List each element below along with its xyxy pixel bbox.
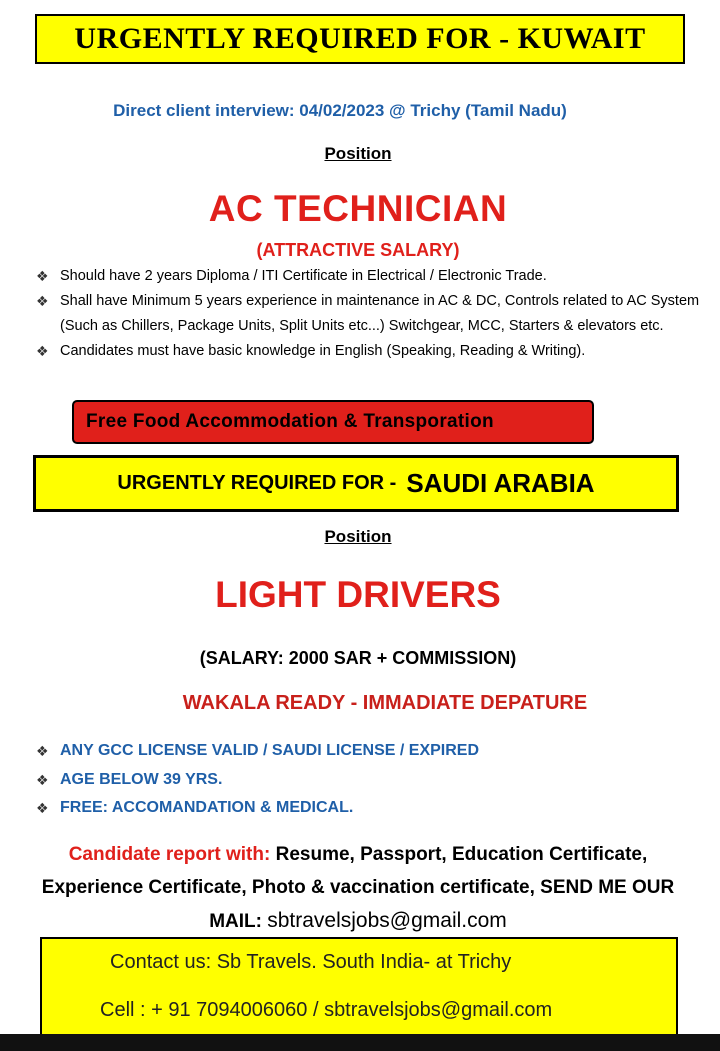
diamond-bullet-icon: ❖: [36, 343, 49, 359]
kuwait-requirements-list: [36, 264, 704, 364]
wakala-note: WAKALA READY - IMMADIATE DEPATURE: [182, 692, 588, 714]
saudi-banner-country: SAUDI ARABIA: [406, 468, 595, 498]
list-item: ❖ AGE BELOW 39 YRS.: [36, 766, 636, 795]
list-item: ❖ Shall have Minimum 5 years experience in maintenance in AC & DC, Controls related to AC System (Such as Chillers, Package Units, Split Units etc...) Switchgear, MCC, Starters & elevators etc.: [36, 289, 704, 339]
candidate-report: [0, 838, 716, 938]
kuwait-position-label: Position: [324, 144, 392, 163]
saudi-job-title: LIGHT DRIVERS: [215, 574, 501, 615]
list-item: ❖ Should have 2 years Diploma / ITI Certificate in Electrical / Electronic Trade.: [36, 264, 704, 289]
diamond-bullet-icon: ❖: [36, 268, 49, 284]
diamond-bullet-icon: ❖: [36, 800, 49, 816]
mail-label: MAIL:: [209, 911, 262, 932]
diamond-bullet-icon: ❖: [36, 293, 49, 309]
kuwait-banner-text: URGENTLY REQUIRED FOR - KUWAIT: [74, 22, 646, 55]
candidate-mail-line: [0, 904, 716, 938]
kuwait-salary-note: (ATTRACTIVE SALARY): [256, 240, 460, 260]
benefits-box: [72, 400, 594, 444]
kuwait-banner: [35, 14, 685, 64]
candidate-docs-2: Experience Certificate, Photo & vaccination certificate, SEND ME OUR: [41, 877, 675, 898]
interview-info: Direct client interview: 04/02/2023 @ Trichy (Tamil Nadu): [113, 101, 567, 120]
contact-line: Contact us: Sb Travels. South India- at Trichy: [110, 951, 512, 973]
saudi-requirements-list: [36, 737, 636, 823]
saudi-salary: (SALARY: 2000 SAR + COMMISSION): [199, 648, 517, 668]
diamond-bullet-icon: ❖: [36, 771, 49, 788]
list-item: ❖ FREE: ACCOMANDATION & MEDICAL.: [36, 794, 636, 823]
mail-address: sbtravelsjobs@gmail.com: [267, 909, 507, 932]
list-item: ❖ ANY GCC LICENSE VALID / SAUDI LICENSE / EXPIRED: [36, 737, 636, 766]
diamond-bullet-icon: ❖: [36, 743, 49, 759]
cell-line: Cell : + 91 7094006060 / sbtravelsjobs@gmail.com: [100, 999, 553, 1021]
saudi-banner-prefix: URGENTLY REQUIRED FOR -: [117, 472, 397, 494]
bottom-bar: [0, 1034, 720, 1051]
candidate-docs-1: Resume, Passport, Education Certificate,: [275, 844, 648, 865]
benefits-text: Free Food Accommodation & Transporation: [86, 411, 494, 432]
list-item: ❖ Candidates must have basic knowledge in English (Speaking, Reading & Writing).: [36, 339, 704, 364]
candidate-line-1: [0, 838, 716, 871]
saudi-position-label: Position: [324, 527, 392, 546]
kuwait-job-title: AC TECHNICIAN: [208, 188, 508, 229]
candidate-label: Candidate report with:: [68, 844, 271, 865]
contact-box: [40, 937, 678, 1034]
saudi-banner: [33, 455, 679, 512]
